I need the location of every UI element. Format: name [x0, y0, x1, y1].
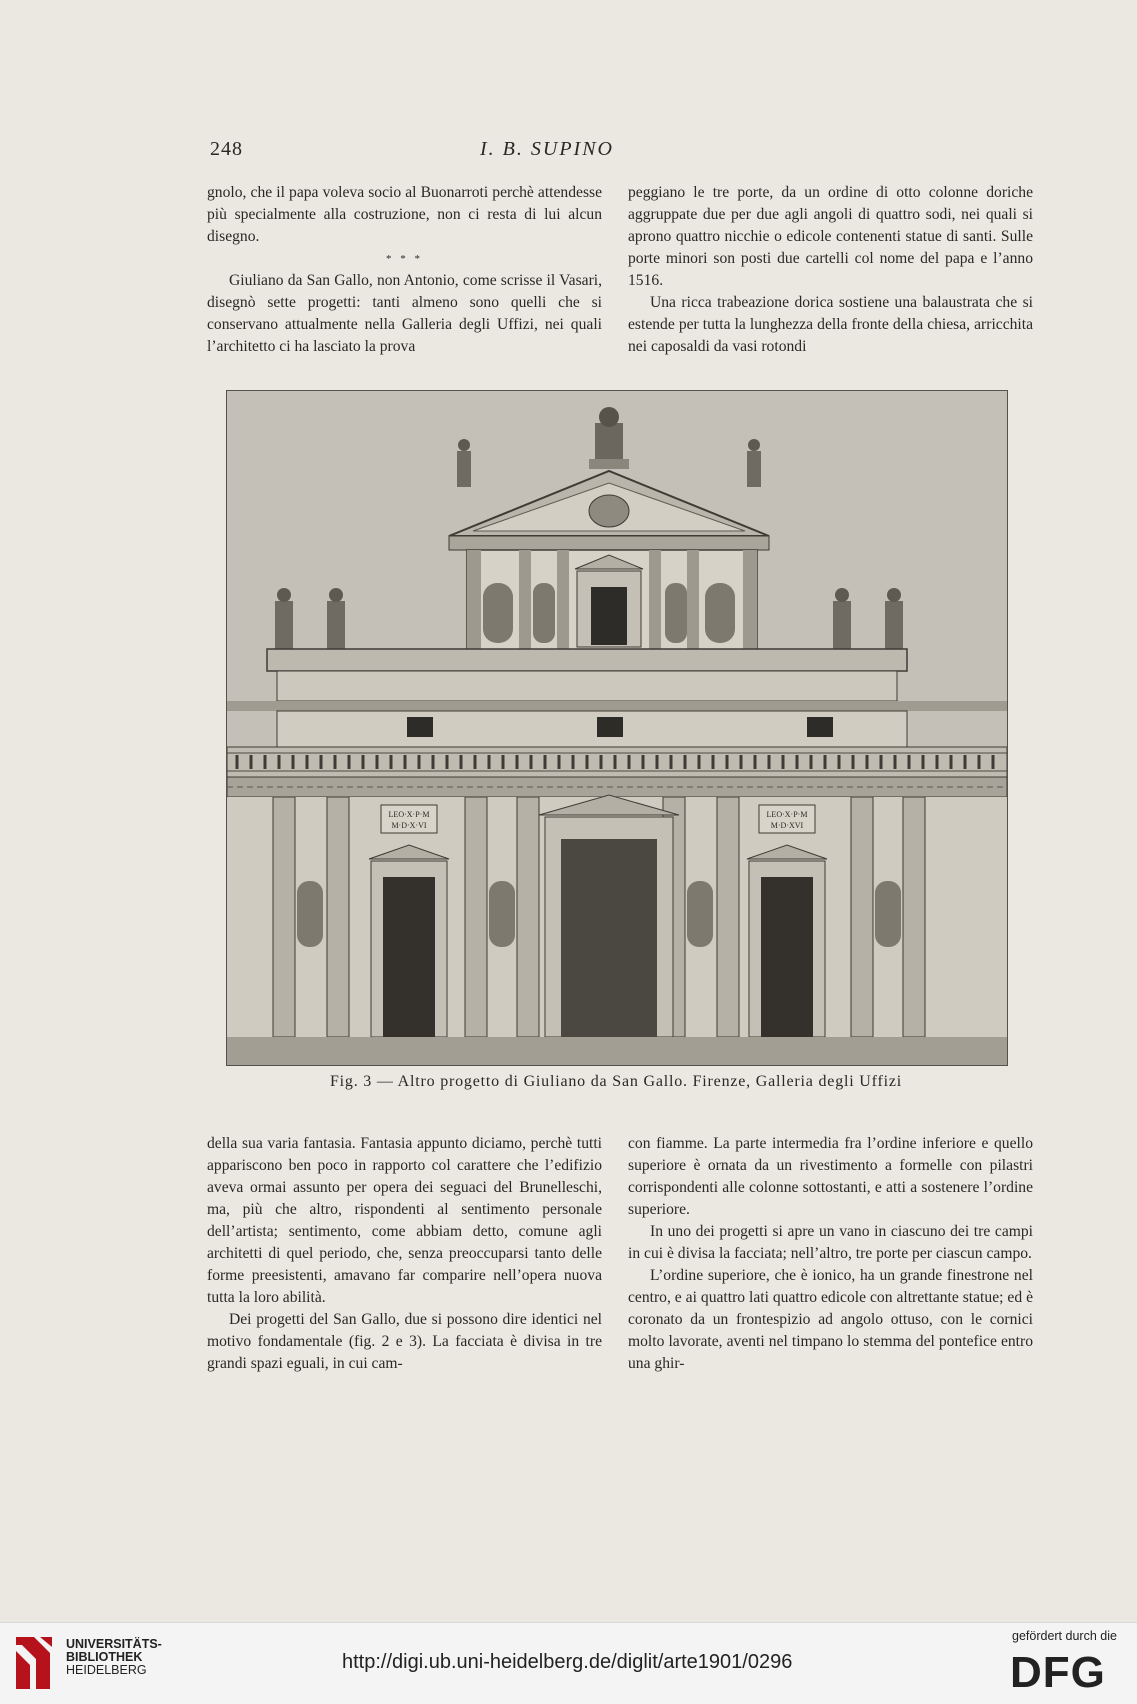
paragraph: Una ricca trabeazione dorica sostiene una balaustrata che si estende per tutta la lunghezza della fronte della chiesa, arricchita nei caposaldi da vasi rotondi — [628, 294, 1033, 355]
permalink-url[interactable]: http://digi.ub.uni-heidelberg.de/diglit/arte1901/0296 — [342, 1651, 793, 1673]
text-column-bottom-left — [207, 1133, 602, 1375]
paragraph: peggiano le tre porte, da un ordine di otto colonne doriche aggruppate due per due agli angoli di quattro sodi, nei quali si aprono quattro nicchie o edicole contenenti statue di santi. Sulle porte minori son posti due cartelli col nome del papa e l’anno 1516. — [628, 184, 1033, 289]
library-line-3: HEIDELBERG — [66, 1663, 147, 1677]
library-line-2: BIBLIOTHEK — [66, 1650, 143, 1664]
attic-band — [227, 649, 1007, 747]
running-head — [0, 138, 1137, 168]
facade-drawing-figure — [226, 390, 1008, 1066]
pediment-statue-left — [457, 439, 471, 487]
library-line-1: UNIVERSITÄTS- — [66, 1637, 162, 1651]
left-door — [369, 845, 449, 1037]
cartouche-left-line1: LEO·X·P·M — [388, 810, 430, 819]
text-column-top-right — [628, 182, 1033, 358]
cartouche-right-line2: M·D·XVI — [770, 821, 804, 830]
cartouche-left-line2: M·D·X·VI — [391, 821, 427, 830]
balustrade — [227, 747, 1007, 797]
paragraph: Dei progetti del San Gallo, due si possono dire identici nel motivo fondamentale (fig. 2 e 3). La facciata è divisa in tre grandi spazi eguali, in cui cam- — [207, 1311, 602, 1372]
viewer-footer — [0, 1622, 1137, 1704]
pediment-statue-right — [747, 439, 761, 487]
central-door — [539, 795, 679, 1037]
paragraph: L’ordine superiore, che è ionico, ha un grande finestrone nel centro, e ai quattro lati quattro edicole con altrettante statue; ed è coronato da un frontespizio ad angolo ottuso, con le cornici molto lavorate, aventi nel timpano lo stemma del pontefice entro una ghir- — [628, 1267, 1033, 1372]
text-column-top-left — [207, 182, 602, 358]
cartouche-left — [381, 805, 437, 833]
university-library-name[interactable] — [66, 1638, 162, 1677]
cartouche-right-line1: LEO·X·P·M — [766, 810, 808, 819]
cartouche-right — [759, 805, 815, 833]
sponsor-text: gefördert durch die — [1012, 1629, 1117, 1643]
paragraph: Giuliano da San Gallo, non Antonio, come scrisse il Vasari, disegnò sette progetti: tanti almeno sono quelli che si conservano attualmente nella Galleria degli Uffizi, nei quali l’architetto ci ha lasciato la prova — [207, 272, 602, 355]
university-library-logo-icon[interactable] — [10, 1633, 58, 1693]
page-number: 248 — [210, 138, 243, 160]
figure-caption: Fig. 3 — Altro progetto di Giuliano da San Gallo. Firenze, Galleria degli Uffizi — [329, 1073, 903, 1090]
right-door — [747, 845, 827, 1037]
paragraph: con fiamme. La parte intermedia fra l’ordine inferiore e quello superiore è ornata da un rivestimento a formelle con pilastri corrispondenti alle colonne sottostanti, e atti a sostenere l’ordine superiore. — [628, 1135, 1033, 1218]
section-separator: * * * — [386, 253, 423, 265]
running-title: I. B. SUPINO — [480, 138, 614, 160]
text-column-bottom-right — [628, 1133, 1033, 1375]
paragraph: In uno dei progetti si apre un vano in ciascuno dei tre campi in cui è divisa la facciata; nell’altro, tre porte per ciascun campo. — [628, 1223, 1033, 1262]
paragraph: gnolo, che il papa voleva socio al Buonarroti perchè attendesse più specialmente alla costruzione, non ci resta di lui alcun disegno. — [207, 184, 602, 245]
dfg-logo[interactable]: DFG — [1010, 1648, 1106, 1697]
paragraph: della sua varia fantasia. Fantasia appunto diciamo, perchè tutti appariscono ben poco in rapporto col carattere che l’edifizio aveva ormai assunto per opera dei seguaci del Brunelleschi, ma, più che altro, rispondenti al sentimento personale dell’artista; sentimento, come abbiam detto, comune agli architetti di quel periodo, che, senza preoccuparsi tanto delle forme preesistenti, amavano far comparire nell’opera nuova tutta la loro abilità. — [207, 1135, 602, 1306]
facade-drawing — [227, 391, 1007, 1065]
